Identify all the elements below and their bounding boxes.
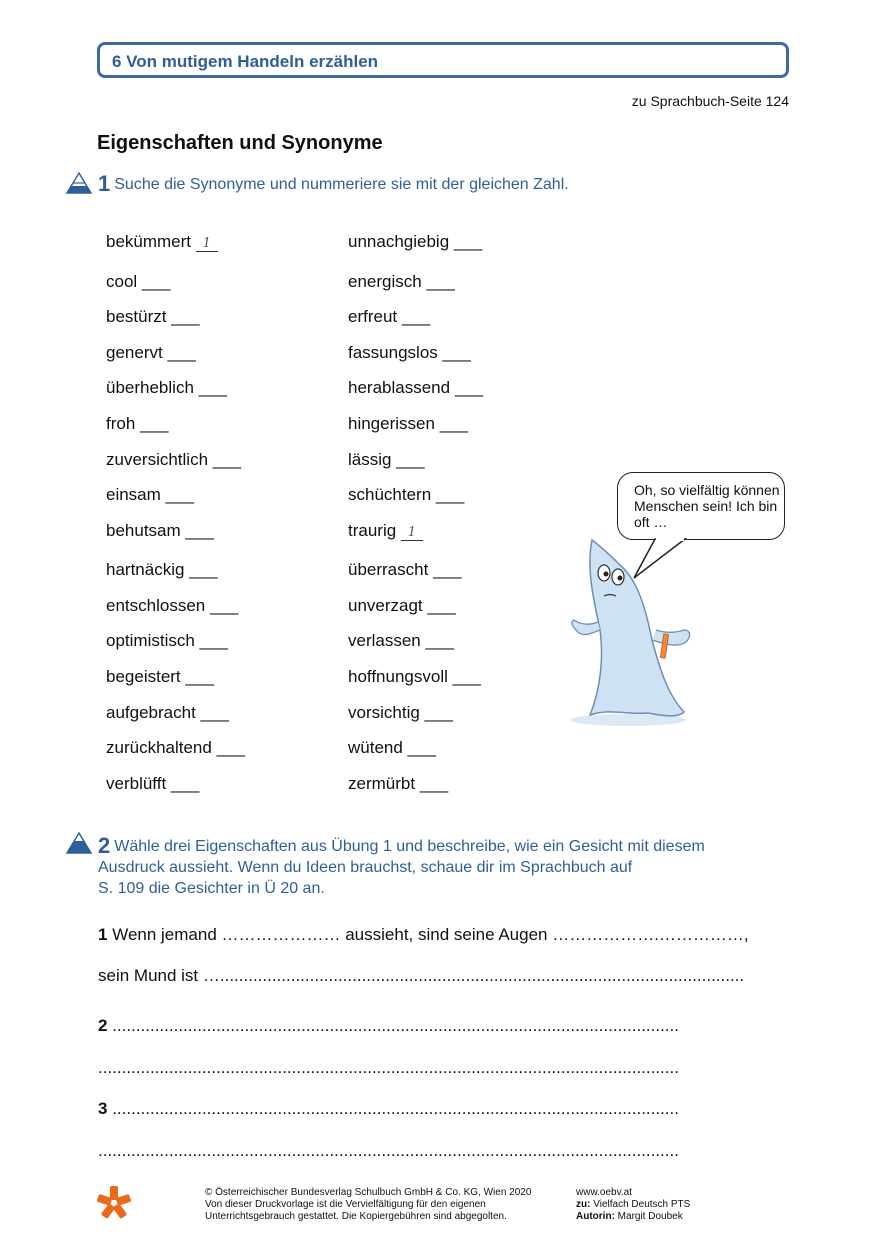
footer-author-value: Margit Doubek [617, 1211, 683, 1222]
footer-author-label: Autorin: [576, 1211, 615, 1222]
task-2-line-3: S. 109 die Gesichter in Ü 20 an. [98, 880, 325, 897]
answer-line-6[interactable]: ........................................................................................................................... [98, 1141, 679, 1160]
number-answer-blank[interactable]: ___ [200, 703, 229, 722]
word-item [348, 521, 423, 541]
word-item [106, 232, 218, 252]
word-label: zermürbt [348, 774, 416, 793]
word-label: behutsam [106, 521, 181, 540]
number-answer-blank[interactable]: ___ [171, 307, 200, 326]
word-item [106, 631, 228, 651]
word-label: cool [106, 272, 138, 291]
word-item [106, 521, 214, 541]
word-item [106, 560, 218, 580]
answer-line-3 [98, 1016, 790, 1036]
answer-line-1 [98, 925, 749, 945]
word-label: überrascht [348, 560, 429, 579]
ghost-mascot-illustration [560, 530, 710, 730]
answer-line-4[interactable]: ........................................................................................................................... [98, 1058, 679, 1077]
task-1-instruction [98, 173, 569, 195]
footer-copyright-line-1: © Österreichischer Bundesverlag Schulbuch GmbH & Co. KG, Wien 2020 [205, 1187, 532, 1198]
task-1-text: Suche die Synonyme und nummeriere sie mit der gleichen Zahl. [114, 176, 569, 193]
word-item [348, 667, 481, 687]
word-item [106, 596, 238, 616]
answer-1-number: 1 [98, 925, 108, 944]
word-item [106, 343, 196, 363]
task-1-number: 1 [98, 171, 111, 196]
publisher-logo-icon [96, 1184, 132, 1222]
word-label: energisch [348, 272, 422, 291]
number-answer-blank[interactable]: ___ [419, 774, 449, 793]
word-item [348, 631, 454, 651]
task-2-instruction [98, 835, 798, 899]
word-label: vorsichtig [348, 703, 420, 722]
task-2-line-1: Wähle drei Eigenschaften aus Übung 1 und beschreibe, wie ein Gesicht mit diesem [114, 838, 705, 855]
word-label: hingerissen [348, 414, 435, 433]
answer-2-text[interactable]: ........................................................................................................................ [112, 1016, 679, 1035]
footer-book-label: zu: [576, 1199, 591, 1210]
number-answer-blank[interactable]: ___ [454, 378, 484, 397]
answer-line-5 [98, 1099, 790, 1119]
answer-3-text[interactable]: ........................................................................................................................ [112, 1099, 679, 1118]
word-label: unnachgiebig [348, 232, 450, 251]
word-label: schüchtern [348, 485, 432, 504]
chapter-header-box [97, 42, 789, 78]
page-reference: zu Sprachbuch-Seite 124 [631, 93, 789, 109]
word-item [106, 272, 170, 292]
word-item [348, 560, 461, 580]
chapter-title: 6 Von mutigem Handeln erzählen [112, 52, 379, 71]
number-answer-blank[interactable]: 1 [196, 237, 218, 252]
word-item [348, 485, 464, 505]
word-label: hoffnungsvoll [348, 667, 448, 686]
number-answer-blank[interactable]: ___ [165, 485, 194, 504]
word-item [106, 378, 227, 398]
number-answer-blank[interactable]: ___ [407, 738, 436, 757]
word-label: genervt [106, 343, 163, 362]
footer-copyright-line-3: Unterrichtsgebrauch gestattet. Die Kopiergebühren sind abgegolten. [205, 1211, 507, 1222]
number-answer-blank[interactable]: ___ [427, 596, 456, 615]
word-item [348, 378, 483, 398]
number-answer-blank[interactable]: ___ [185, 521, 214, 540]
word-label: froh [106, 414, 136, 433]
number-answer-blank[interactable]: ___ [453, 232, 483, 251]
word-label: erfreut [348, 307, 398, 326]
word-item [348, 272, 455, 292]
number-answer-blank[interactable]: ___ [424, 703, 453, 722]
difficulty-pyramid-icon-2 [66, 832, 92, 854]
number-answer-blank[interactable]: ___ [396, 450, 425, 469]
word-label: einsam [106, 485, 161, 504]
task-2-number: 2 [98, 833, 111, 858]
word-item [348, 414, 468, 434]
number-answer-blank[interactable]: ___ [425, 631, 454, 650]
word-label: unverzagt [348, 596, 423, 615]
number-answer-blank[interactable]: ___ [209, 596, 239, 615]
number-answer-blank[interactable]: ___ [433, 560, 462, 579]
number-answer-blank[interactable]: ___ [141, 272, 171, 291]
number-answer-blank[interactable]: ___ [185, 667, 214, 686]
word-item [106, 774, 199, 794]
word-item [348, 774, 448, 794]
word-label: zurückhaltend [106, 738, 212, 757]
worksheet-heading: Eigenschaften und Synonyme [97, 132, 383, 154]
answer-line-2[interactable]: sein Mund ist …............................................................................................................... [98, 966, 745, 985]
number-answer-blank[interactable]: ___ [442, 343, 471, 362]
difficulty-pyramid-icon [66, 172, 92, 194]
answer-3-number: 3 [98, 1099, 108, 1118]
number-answer-blank[interactable]: ___ [435, 485, 465, 504]
footer-copyright [205, 1187, 531, 1223]
number-answer-blank[interactable]: 1 [401, 526, 423, 541]
number-answer-blank[interactable]: ___ [426, 272, 455, 291]
number-answer-blank[interactable]: ___ [199, 631, 228, 650]
word-item [348, 343, 471, 363]
number-answer-blank[interactable]: ___ [401, 307, 431, 326]
word-item [348, 703, 453, 723]
number-answer-blank[interactable]: ___ [452, 667, 481, 686]
word-item [348, 738, 436, 758]
number-answer-blank[interactable]: ___ [167, 343, 196, 362]
word-item [348, 307, 430, 327]
answer-1-text[interactable]: Wenn jemand ………………… aussieht, sind seine Augen ……………….……………, [112, 925, 749, 944]
answer-2-number: 2 [98, 1016, 108, 1035]
word-label: fassungslos [348, 343, 438, 362]
number-answer-blank[interactable]: ___ [189, 560, 218, 579]
footer-meta [576, 1187, 690, 1223]
word-label: wütend [348, 738, 403, 757]
number-answer-blank[interactable]: ___ [439, 414, 469, 433]
word-item [348, 450, 425, 470]
speech-bubble-text: Oh, so vielfältig können Menschen sein! Ich bin oft … [634, 482, 780, 530]
footer-book-value: Vielfach Deutsch PTS [593, 1199, 691, 1210]
word-label: herablassend [348, 378, 451, 397]
number-answer-blank[interactable]: ___ [212, 450, 242, 469]
number-answer-blank[interactable]: ___ [216, 738, 245, 757]
word-item [106, 485, 194, 505]
number-answer-blank[interactable]: ___ [170, 774, 200, 793]
word-item [106, 307, 200, 327]
word-label: traurig [348, 521, 397, 540]
word-item [348, 596, 456, 616]
word-item [106, 450, 241, 470]
word-label: hartnäckig [106, 560, 185, 579]
word-label: zuversichtlich [106, 450, 209, 469]
number-answer-blank[interactable]: ___ [198, 378, 228, 397]
word-item [106, 738, 245, 758]
word-item [106, 667, 214, 687]
word-label: bekümmert [106, 232, 192, 251]
footer-copyright-line-2: Von dieser Druckvorlage ist die Vervielfältigung für den eigenen [205, 1199, 486, 1210]
word-item [106, 703, 229, 723]
word-label: begeistert [106, 667, 181, 686]
word-label: aufgebracht [106, 703, 196, 722]
word-label: bestürzt [106, 307, 167, 326]
word-label: verblüfft [106, 774, 167, 793]
word-item [348, 232, 482, 252]
word-label: verlassen [348, 631, 421, 650]
task-2-line-2: Ausdruck aussieht. Wenn du Ideen brauchst, schaue dir im Sprachbuch auf [98, 859, 633, 876]
footer-website[interactable]: www.oebv.at [576, 1187, 632, 1198]
word-label: lässig [348, 450, 392, 469]
word-item [106, 414, 168, 434]
word-label: entschlossen [106, 596, 206, 615]
word-label: überheblich [106, 378, 194, 397]
number-answer-blank[interactable]: ___ [140, 414, 169, 433]
word-label: optimistisch [106, 631, 195, 650]
